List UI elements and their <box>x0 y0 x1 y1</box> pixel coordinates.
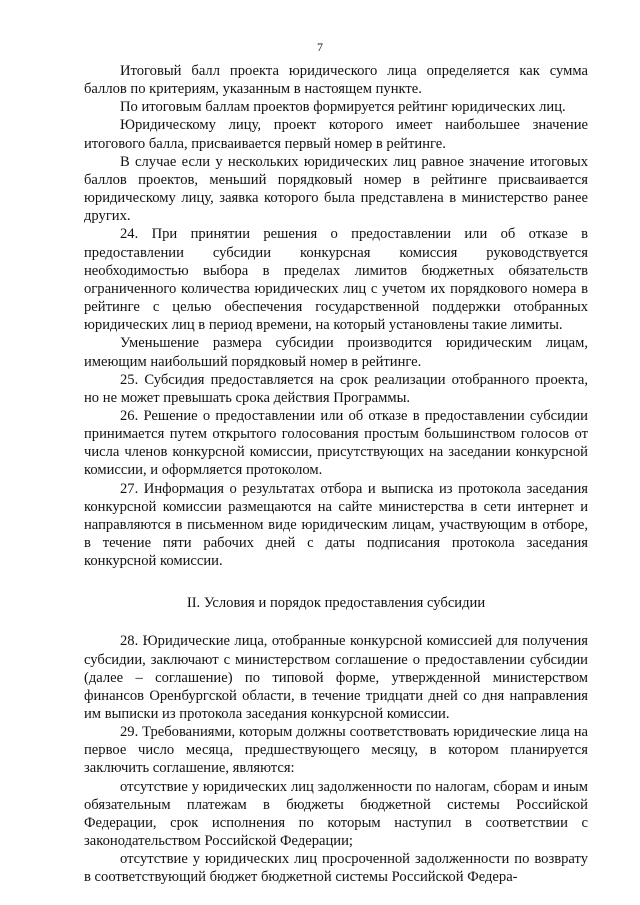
paragraph: 27. Информация о результатах отбора и выписка из протокола заседания конкурсной комиссии размещаются на сайте министерства в сети интернет и направляются в письменном виде юридическим лицам, участвующим в отборе, в течение пяти рабочих дней с даты подписания протокола заседания конкурсной комиссии. <box>84 480 588 570</box>
paragraph: отсутствие у юридических лиц просроченной задолженности по возврату в соответствующий бюджет бюджетной системы Российской Федера- <box>84 851 588 886</box>
paragraph: 26. Решение о предоставлении или об отказе в предоставлении субсидии принимается путем открытого голосования простым большинством голосов от числа членов конкурсной комиссии, присутствующих на заседании конкурсной комиссии, и оформляется протоколом. <box>84 407 588 479</box>
paragraph: 29. Требованиями, которым должны соответствовать юридические лица на первое число месяца, предшествующего месяцу, в котором планируется заключить соглашение, являются: <box>84 724 588 777</box>
paragraph: отсутствие у юридических лиц задолженности по налогам, сборам и иным обязательным платежам в бюджеты бюджетной системы Российской Федерации, срок исполнения по которым наступил в соответствии с законодательством Российской Федерации; <box>84 778 588 850</box>
paragraph: Итоговый балл проекта юридического лица определяется как сумма баллов по критериям, указанным в настоящем пункте. <box>84 63 588 98</box>
document-body <box>84 62 588 887</box>
paragraph: 24. При принятии решения о предоставлении или об отказе в предоставлении субсидии конкурсная комиссия руководствуется необходимостью выбора в пределах лимитов бюджетных обязательств ограниченного количества юридических лиц с учетом их порядкового номера в рейтинге с целью обеспечения государственной поддержки отобранных юридических лиц в период времени, на который установлены такие лимиты. <box>84 226 588 334</box>
paragraph: Уменьшение размера субсидии производится юридическим лицам, имеющим наибольший порядковый номер в рейтинге. <box>84 335 588 370</box>
paragraph: 28. Юридические лица, отобранные конкурсной комиссией для получения субсидии, заключают с министерством соглашение о предоставлении субсидии (далее – соглашение) по типовой форме, утвержденной министерством финансов Оренбургской области, в течение тридцати дней со дня направления им выписки из протокола заседания конкурсной комиссии. <box>84 633 588 722</box>
paragraphs-after-section <box>84 632 588 886</box>
section-heading: II. Условия и порядок предоставления субсидии <box>186 595 486 612</box>
paragraph: В случае если у нескольких юридических лиц равное значение итоговых баллов проектов, меньший порядковый номер в рейтинге присваивается юридическому лицу, заявка которого была представлена в министерство ранее других. <box>84 153 588 225</box>
paragraph: Юридическому лицу, проект которого имеет наибольшее значение итогового балла, присваивается первый номер в рейтинге. <box>84 117 588 152</box>
paragraphs-before-section <box>84 62 588 570</box>
paragraph: 25. Субсидия предоставляется на срок реализации отобранного проекта, но не может превышать срока действия Программы. <box>84 371 588 406</box>
page-number: 7 <box>317 40 323 54</box>
paragraph: По итоговым баллам проектов формируется рейтинг юридических лиц. <box>120 99 566 116</box>
